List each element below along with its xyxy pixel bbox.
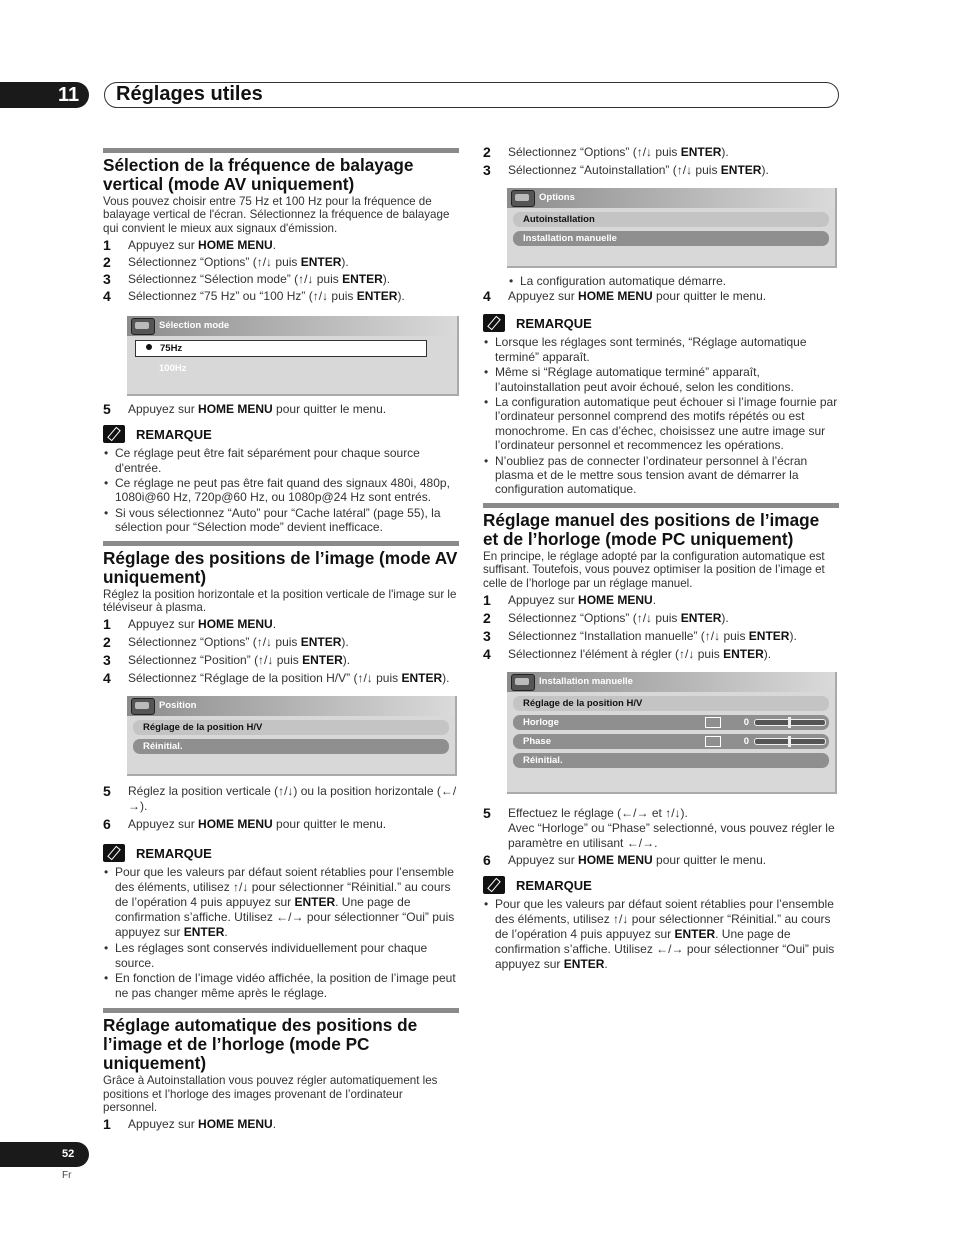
menu-option-75hz[interactable]: 75Hz — [135, 340, 427, 357]
menu-header: Installation manuelle — [507, 672, 835, 692]
section-title-auto-setup: Réglage automatique des positions de l’image et de l’horloge (mode PC uniquement) — [103, 1015, 418, 1074]
list-item: • Si vous sélectionnez “Auto” pour “Cache latéral” (page 55), la sélection pour “Sélection mode” devient inefficace. — [115, 506, 459, 535]
page-number-tab — [0, 1142, 89, 1167]
phase-value: 0 — [743, 736, 749, 748]
note-icon — [483, 314, 505, 332]
right-column — [483, 145, 839, 973]
note-icon — [103, 425, 125, 443]
step: 2 Sélectionnez “Options” (↑/↓ puis ENTER). — [103, 254, 349, 271]
menu-screen-selection-mode — [127, 316, 459, 396]
menu-option-manual-installation[interactable]: Installation manuelle — [513, 231, 829, 246]
tv-icon — [131, 698, 155, 715]
step: 1 Appuyez sur HOME MENU. — [103, 1116, 277, 1133]
list-item: • Même si “Réglage automatique terminé” apparaît, l’autoinstallation peut avoir échoué, selon les conditions. — [495, 365, 839, 394]
list-item: • Ce réglage peut être fait séparément pour chaque source d'entrée. — [115, 446, 459, 475]
chapter-number: 11 — [58, 84, 80, 106]
menu-option-clock[interactable]: Horloge 0 — [513, 715, 829, 730]
step: 6 Appuyez sur HOME MENU pour quitter le menu. — [483, 852, 767, 869]
menu-screen-options — [507, 188, 837, 268]
step: 5 Appuyez sur HOME MENU pour quitter le menu. — [103, 401, 387, 418]
phase-slider[interactable] — [754, 738, 826, 745]
step: 2 Sélectionnez “Options” (↑/↓ puis ENTER). — [483, 610, 729, 627]
left-column — [103, 148, 459, 1132]
chapter-title: Réglages utiles — [116, 83, 263, 105]
list-item: • En fonction de l’image vidéo affichée, la position de l’image peut ne pas changer même après le réglage. — [115, 971, 459, 1000]
step: 1 Appuyez sur HOME MENU. — [483, 592, 657, 609]
remark-list — [103, 865, 459, 1000]
remark-list — [483, 335, 839, 496]
remark-heading: REMARQUE — [483, 876, 839, 894]
menu-option-reset[interactable]: Réinitial. — [133, 739, 449, 754]
step: 4 Sélectionnez “75 Hz” ou “100 Hz” (↑/↓ puis ENTER). — [103, 288, 405, 305]
section-rule — [103, 1008, 459, 1013]
step: 3 Sélectionnez “Sélection mode” (↑/↓ puis ENTER). — [103, 271, 391, 288]
clock-adjust-icon — [705, 717, 721, 728]
step: 4 Sélectionnez “Réglage de la position H/V” (↑/↓ puis ENTER). — [103, 670, 450, 687]
section-title-scan-frequency: Sélection de la fréquence de balayage vertical (mode AV uniquement) — [103, 155, 414, 194]
clock-slider[interactable] — [754, 719, 826, 726]
clock-value: 0 — [743, 717, 749, 729]
step: 5 Réglez la position verticale (↑/↓) ou la position horizontale (←/→). — [103, 783, 457, 814]
selected-dot-icon — [146, 344, 152, 350]
remark-heading: REMARQUE — [483, 314, 839, 332]
section-title-image-position: Réglage des positions de l’image (mode AV uniquement) — [103, 547, 458, 587]
step: 3 Sélectionnez “Position” (↑/↓ puis ENTER). — [103, 652, 351, 669]
remark-heading: REMARQUE — [103, 425, 459, 443]
step: 4 Sélectionnez l'élément à régler (↑/↓ puis ENTER). — [483, 646, 772, 663]
slider-thumb[interactable] — [788, 717, 791, 728]
section-title-manual-setup: Réglage manuel des positions de l’image et de l’horloge (mode PC uniquement) — [483, 509, 820, 549]
section-intro: Réglez la position horizontale et la position verticale de l'image sur le téléviseur à plasma. — [103, 587, 457, 615]
list-item: • La configuration automatique peut échouer si l’image fournie par l’ordinateur personnel comprend des motifs répétés ou est monochrome. En cas d’échec, choisissez une autre image sur l’ordinateur personnel et recommencez les opérations. — [495, 395, 839, 453]
menu-option-100hz[interactable]: 100Hz — [159, 363, 187, 375]
step: 4 Appuyez sur HOME MENU pour quitter le menu. — [483, 288, 767, 305]
step: 2 Sélectionnez “Options” (↑/↓ puis ENTER). — [103, 634, 349, 651]
list-item: • Pour que les valeurs par défaut soient rétablies pour l’ensemble des éléments, utilisez ↑/↓ pour sélectionner “Réinitial.” au cours de l’opération 4 puis appuyez sur ENTER. Une page de confirmation s’affiche. Utilisez ←/→ pour sélectionner “Oui” puis appuyez sur ENTER. — [115, 865, 459, 940]
note-icon — [103, 844, 125, 862]
section-rule — [103, 148, 459, 153]
menu-option-reset[interactable]: Réinitial. — [513, 753, 829, 768]
page-number: 52 — [62, 1148, 75, 1160]
menu-header: Sélection mode — [127, 316, 457, 336]
list-item: • Pour que les valeurs par défaut soient rétablies pour l’ensemble des éléments, utilisez ↑/↓ pour sélectionner “Réinitial.” au cours de l’opération 4 puis appuyez sur ENTER. Une page de confirmation s’affiche. Utilisez ←/→ pour sélectionner “Oui” puis appuyez sur ENTER. — [495, 897, 839, 972]
step: 3 Sélectionnez “Autoinstallation” (↑/↓ puis ENTER). — [483, 162, 769, 178]
tv-icon — [511, 190, 535, 207]
bullet-list — [483, 274, 839, 288]
menu-header: Options — [507, 188, 835, 208]
menu-option-hv-position[interactable]: Réglage de la position H/V — [133, 720, 449, 735]
menu-screen-manual-installation — [507, 672, 837, 794]
remark-heading: REMARQUE — [103, 844, 459, 862]
menu-header: Position — [127, 696, 455, 716]
phase-adjust-icon — [705, 736, 721, 747]
tv-icon — [131, 318, 155, 335]
list-item: • Les réglages sont conservés individuellement pour chaque source. — [115, 941, 459, 970]
step: 1 Appuyez sur HOME MENU. — [103, 237, 277, 254]
menu-option-autoinstallation[interactable]: Autoinstallation — [513, 212, 829, 227]
step: 3 Sélectionnez “Installation manuelle” (↑/↓ puis ENTER). — [483, 628, 797, 645]
section-intro: En principe, le réglage adopté par la configuration automatique est suffisant. Toutefois, vous pouvez optimiser la position de l’image et celle de l’horloge par un réglage manuel. — [483, 549, 825, 590]
list-item: • N’oubliez pas de connecter l’ordinateur personnel à l’écran plasma et de le mettre sous tension avant de démarrer la configuration automatique. — [495, 454, 839, 497]
remark-list — [483, 897, 839, 972]
step: 5 Effectuez le réglage (←/→ et ↑/↓). Avec “Horloge” ou “Phase” selectionné, vous pouvez régler le paramètre en utilisant ←/→. — [483, 805, 835, 851]
section-rule — [103, 541, 459, 546]
section-intro: Vous pouvez choisir entre 75 Hz et 100 Hz pour la fréquence de balayage vertical de l'écran. Sélectionnez la fréquence de balayage qui convient le mieux aux signaux d'émission. — [103, 195, 450, 235]
list-item: • Lorsque les réglages sont terminés, “Réglage automatique terminé” apparaît. — [495, 335, 839, 364]
slider-thumb[interactable] — [788, 736, 791, 747]
menu-option-hv-position[interactable]: Réglage de la position H/V — [513, 696, 829, 711]
remark-list — [103, 446, 459, 534]
tv-icon — [511, 674, 535, 691]
note-icon — [483, 876, 505, 894]
step: 1 Appuyez sur HOME MENU. — [103, 616, 277, 633]
step: 2 Sélectionnez “Options” (↑/↓ puis ENTER). — [483, 144, 729, 160]
language-code: Fr — [62, 1170, 72, 1181]
section-rule — [483, 503, 839, 508]
list-item: • Ce réglage ne peut pas être fait quand des signaux 480i, 480p, 1080i@60 Hz, 720p@60 Hz, ou 1080p@24 Hz sont entrés. — [115, 476, 459, 505]
menu-screen-position — [127, 696, 457, 776]
list-item: • La configuration automatique démarre. — [520, 274, 839, 288]
step: 6 Appuyez sur HOME MENU pour quitter le menu. — [103, 816, 387, 833]
menu-option-phase[interactable]: Phase 0 — [513, 734, 829, 749]
section-intro: Grâce à Autoinstallation vous pouvez régler automatiquement les positions et l’horloge des images provenant de l’ordinateur personnel. — [103, 1074, 438, 1114]
